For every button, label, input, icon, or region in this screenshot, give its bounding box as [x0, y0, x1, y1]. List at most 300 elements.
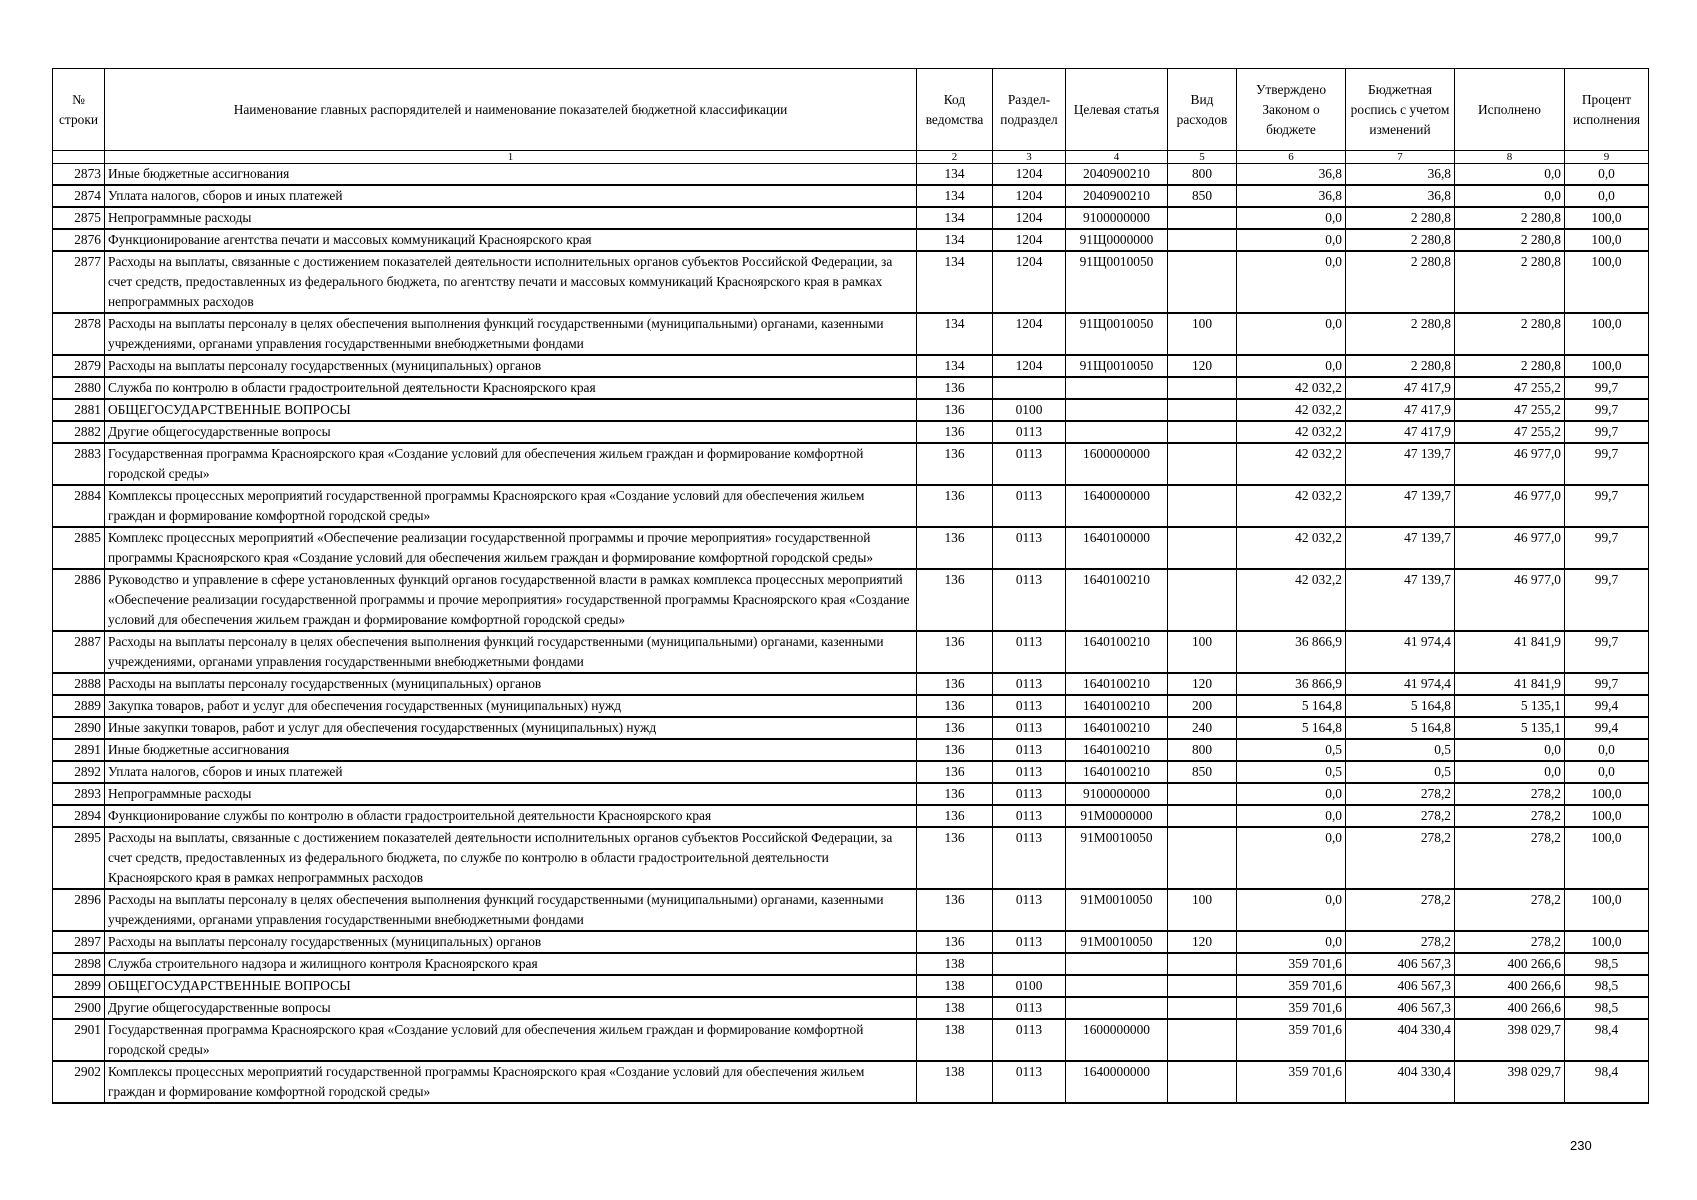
table-header — [53, 69, 1649, 164]
cell-target: 2040900210 — [1066, 164, 1168, 186]
cell-name: Расходы на выплаты персоналу в целях обеспечения выполнения функций государственными (муниципальными) органами, казенными учреждениями, органами управления государственными внебюджетными фондами — [105, 631, 917, 673]
cell-approved: 359 701,6 — [1237, 997, 1346, 1019]
cell-dept-code: 136 — [917, 443, 993, 485]
cell-section: 1204 — [993, 207, 1066, 229]
cell-section — [993, 377, 1066, 399]
cell-name: Другие общегосударственные вопросы — [105, 421, 917, 443]
cell-row-no: 2901 — [53, 1019, 105, 1061]
cell-percent: 99,7 — [1565, 377, 1649, 399]
column-number: 8 — [1455, 151, 1565, 164]
cell-budget: 406 567,3 — [1346, 975, 1455, 997]
cell-section: 1204 — [993, 355, 1066, 377]
cell-section: 0113 — [993, 889, 1066, 931]
cell-executed: 0,0 — [1455, 761, 1565, 783]
cell-budget: 36,8 — [1346, 164, 1455, 186]
cell-approved: 36,8 — [1237, 185, 1346, 207]
cell-dept-code: 136 — [917, 695, 993, 717]
header-percent: Процент исполнения — [1565, 69, 1649, 151]
cell-name: Расходы на выплаты, связанные с достижением показателей деятельности исполнительных органов субъектов Российской Федерации, за счет средств, предоставленных из федерального бюджета, по службе по контролю в области градостроительной деятельности Красноярского края в рамках непрограммных расходов — [105, 827, 917, 889]
cell-approved: 359 701,6 — [1237, 953, 1346, 975]
cell-expense-type — [1168, 1019, 1237, 1061]
cell-expense-type — [1168, 443, 1237, 485]
cell-section: 0113 — [993, 569, 1066, 631]
cell-section: 0113 — [993, 695, 1066, 717]
cell-executed: 0,0 — [1455, 185, 1565, 207]
cell-target: 91М0000000 — [1066, 805, 1168, 827]
cell-expense-type: 120 — [1168, 931, 1237, 953]
cell-percent: 100,0 — [1565, 931, 1649, 953]
cell-approved: 42 032,2 — [1237, 377, 1346, 399]
cell-row-no: 2894 — [53, 805, 105, 827]
cell-row-no: 2889 — [53, 695, 105, 717]
cell-percent: 0,0 — [1565, 761, 1649, 783]
cell-row-no: 2897 — [53, 931, 105, 953]
cell-section: 0113 — [993, 783, 1066, 805]
cell-budget: 47 139,7 — [1346, 443, 1455, 485]
cell-budget: 278,2 — [1346, 889, 1455, 931]
cell-expense-type — [1168, 399, 1237, 421]
cell-budget: 406 567,3 — [1346, 997, 1455, 1019]
cell-dept-code: 136 — [917, 377, 993, 399]
table-body — [53, 164, 1649, 1104]
cell-expense-type: 200 — [1168, 695, 1237, 717]
cell-percent: 100,0 — [1565, 889, 1649, 931]
cell-budget: 47 417,9 — [1346, 377, 1455, 399]
cell-expense-type — [1168, 229, 1237, 251]
cell-row-no: 2875 — [53, 207, 105, 229]
header-dept-code: Код ведомства — [917, 69, 993, 151]
table-row — [53, 783, 1649, 805]
header-section: Раздел-подраздел — [993, 69, 1066, 151]
cell-approved: 0,0 — [1237, 783, 1346, 805]
table-row — [53, 997, 1649, 1019]
cell-budget: 47 417,9 — [1346, 399, 1455, 421]
column-number: 3 — [993, 151, 1066, 164]
cell-executed: 278,2 — [1455, 931, 1565, 953]
cell-name: Комплексы процессных мероприятий государственной программы Красноярского края «Создание условий для обеспечения жильем граждан и формирование комфортной городской среды» — [105, 485, 917, 527]
cell-target — [1066, 953, 1168, 975]
cell-section: 0113 — [993, 527, 1066, 569]
cell-dept-code: 136 — [917, 421, 993, 443]
cell-target: 1640100210 — [1066, 569, 1168, 631]
cell-row-no: 2900 — [53, 997, 105, 1019]
cell-expense-type — [1168, 569, 1237, 631]
cell-row-no: 2886 — [53, 569, 105, 631]
table-row — [53, 631, 1649, 673]
cell-budget: 278,2 — [1346, 783, 1455, 805]
cell-approved: 0,0 — [1237, 229, 1346, 251]
cell-approved: 0,0 — [1237, 805, 1346, 827]
cell-name: Другие общегосударственные вопросы — [105, 997, 917, 1019]
table-row — [53, 889, 1649, 931]
cell-budget: 47 139,7 — [1346, 569, 1455, 631]
cell-percent: 0,0 — [1565, 739, 1649, 761]
cell-name: Служба по контролю в области градостроительной деятельности Красноярского края — [105, 377, 917, 399]
cell-name: Государственная программа Красноярского края «Создание условий для обеспечения жильем граждан и формирование комфортной городской среды» — [105, 1019, 917, 1061]
cell-name: Расходы на выплаты персоналу в целях обеспечения выполнения функций государственными (муниципальными) органами, казенными учреждениями, органами управления государственными внебюджетными фондами — [105, 889, 917, 931]
cell-target: 91Щ0010050 — [1066, 251, 1168, 313]
cell-section: 0113 — [993, 1061, 1066, 1103]
cell-executed: 5 135,1 — [1455, 695, 1565, 717]
cell-dept-code: 136 — [917, 527, 993, 569]
cell-executed: 2 280,8 — [1455, 313, 1565, 355]
cell-percent: 100,0 — [1565, 251, 1649, 313]
cell-name: Иные бюджетные ассигнования — [105, 164, 917, 186]
cell-target: 1640100000 — [1066, 527, 1168, 569]
cell-budget: 0,5 — [1346, 761, 1455, 783]
cell-section: 0113 — [993, 673, 1066, 695]
cell-percent: 100,0 — [1565, 827, 1649, 889]
cell-percent: 99,7 — [1565, 443, 1649, 485]
cell-expense-type — [1168, 953, 1237, 975]
cell-target: 2040900210 — [1066, 185, 1168, 207]
cell-dept-code: 136 — [917, 569, 993, 631]
table-row — [53, 185, 1649, 207]
cell-approved: 5 164,8 — [1237, 717, 1346, 739]
column-number: 9 — [1565, 151, 1649, 164]
cell-row-no: 2891 — [53, 739, 105, 761]
cell-budget: 47 139,7 — [1346, 485, 1455, 527]
cell-dept-code: 136 — [917, 485, 993, 527]
cell-target: 91Щ0010050 — [1066, 313, 1168, 355]
table-row — [53, 931, 1649, 953]
column-number: 6 — [1237, 151, 1346, 164]
cell-dept-code: 136 — [917, 717, 993, 739]
cell-approved: 42 032,2 — [1237, 421, 1346, 443]
cell-approved: 42 032,2 — [1237, 399, 1346, 421]
cell-budget: 41 974,4 — [1346, 631, 1455, 673]
table-row — [53, 1019, 1649, 1061]
cell-target: 1640000000 — [1066, 1061, 1168, 1103]
cell-budget: 278,2 — [1346, 931, 1455, 953]
cell-section: 1204 — [993, 251, 1066, 313]
cell-section: 0113 — [993, 931, 1066, 953]
cell-expense-type — [1168, 805, 1237, 827]
cell-row-no: 2892 — [53, 761, 105, 783]
cell-section: 0100 — [993, 399, 1066, 421]
cell-budget: 0,5 — [1346, 739, 1455, 761]
cell-approved: 359 701,6 — [1237, 1019, 1346, 1061]
cell-row-no: 2878 — [53, 313, 105, 355]
cell-executed: 2 280,8 — [1455, 251, 1565, 313]
column-number: 4 — [1066, 151, 1168, 164]
cell-dept-code: 134 — [917, 251, 993, 313]
cell-approved: 359 701,6 — [1237, 1061, 1346, 1103]
cell-target: 1640100210 — [1066, 761, 1168, 783]
page-number: 230 — [1570, 1138, 1592, 1153]
cell-percent: 0,0 — [1565, 185, 1649, 207]
cell-section: 0113 — [993, 827, 1066, 889]
cell-row-no: 2902 — [53, 1061, 105, 1103]
cell-budget: 278,2 — [1346, 805, 1455, 827]
cell-budget: 5 164,8 — [1346, 695, 1455, 717]
cell-name: Расходы на выплаты персоналу государственных (муниципальных) органов — [105, 931, 917, 953]
cell-approved: 0,0 — [1237, 889, 1346, 931]
cell-approved: 0,0 — [1237, 931, 1346, 953]
cell-target — [1066, 421, 1168, 443]
table-row — [53, 229, 1649, 251]
cell-executed: 46 977,0 — [1455, 485, 1565, 527]
cell-name: Иные закупки товаров, работ и услуг для обеспечения государственных (муниципальных) нужд — [105, 717, 917, 739]
cell-expense-type: 120 — [1168, 673, 1237, 695]
cell-row-no: 2882 — [53, 421, 105, 443]
cell-dept-code: 134 — [917, 185, 993, 207]
cell-row-no: 2893 — [53, 783, 105, 805]
header-approved: Утверждено Законом о бюджете — [1237, 69, 1346, 151]
cell-percent: 99,7 — [1565, 631, 1649, 673]
column-number: 1 — [105, 151, 917, 164]
cell-name: Расходы на выплаты, связанные с достижением показателей деятельности исполнительных органов субъектов Российской Федерации, за счет средств, предоставленных из федерального бюджета, по агентству печати и массовых коммуникаций Красноярского края в рамках непрограммных расходов — [105, 251, 917, 313]
cell-percent: 98,5 — [1565, 975, 1649, 997]
cell-executed: 398 029,7 — [1455, 1019, 1565, 1061]
table-row — [53, 569, 1649, 631]
header-expense-type: Вид расходов — [1168, 69, 1237, 151]
cell-budget: 2 280,8 — [1346, 207, 1455, 229]
cell-dept-code: 136 — [917, 783, 993, 805]
cell-target: 1640100210 — [1066, 717, 1168, 739]
cell-target: 91М0010050 — [1066, 931, 1168, 953]
header-row — [53, 69, 1649, 151]
cell-dept-code: 138 — [917, 975, 993, 997]
cell-target: 91Щ0000000 — [1066, 229, 1168, 251]
cell-percent: 99,4 — [1565, 695, 1649, 717]
cell-percent: 99,7 — [1565, 673, 1649, 695]
table-row — [53, 377, 1649, 399]
cell-dept-code: 134 — [917, 229, 993, 251]
cell-target — [1066, 997, 1168, 1019]
cell-name: ОБЩЕГОСУДАРСТВЕННЫЕ ВОПРОСЫ — [105, 399, 917, 421]
cell-budget: 2 280,8 — [1346, 355, 1455, 377]
cell-dept-code: 138 — [917, 997, 993, 1019]
table-row — [53, 717, 1649, 739]
cell-executed: 278,2 — [1455, 783, 1565, 805]
cell-percent: 99,7 — [1565, 527, 1649, 569]
column-number-row — [53, 151, 1649, 164]
cell-target: 1640100210 — [1066, 739, 1168, 761]
cell-percent: 98,5 — [1565, 953, 1649, 975]
cell-approved: 42 032,2 — [1237, 569, 1346, 631]
cell-expense-type — [1168, 251, 1237, 313]
cell-row-no: 2884 — [53, 485, 105, 527]
cell-expense-type — [1168, 207, 1237, 229]
cell-percent: 98,4 — [1565, 1019, 1649, 1061]
cell-section — [993, 953, 1066, 975]
cell-row-no: 2883 — [53, 443, 105, 485]
cell-approved: 0,0 — [1237, 355, 1346, 377]
table-row — [53, 421, 1649, 443]
cell-expense-type — [1168, 827, 1237, 889]
cell-expense-type — [1168, 377, 1237, 399]
cell-name: Государственная программа Красноярского края «Создание условий для обеспечения жильем граждан и формирование комфортной городской среды» — [105, 443, 917, 485]
cell-percent: 100,0 — [1565, 207, 1649, 229]
table-row — [53, 761, 1649, 783]
cell-row-no: 2880 — [53, 377, 105, 399]
cell-dept-code: 136 — [917, 805, 993, 827]
cell-dept-code: 138 — [917, 1019, 993, 1061]
cell-name: Служба строительного надзора и жилищного контроля Красноярского края — [105, 953, 917, 975]
cell-row-no: 2896 — [53, 889, 105, 931]
cell-percent: 100,0 — [1565, 805, 1649, 827]
cell-budget: 2 280,8 — [1346, 313, 1455, 355]
cell-executed: 400 266,6 — [1455, 997, 1565, 1019]
cell-expense-type: 100 — [1168, 631, 1237, 673]
table-row — [53, 827, 1649, 889]
cell-approved: 0,5 — [1237, 739, 1346, 761]
cell-approved: 0,0 — [1237, 251, 1346, 313]
cell-section: 1204 — [993, 185, 1066, 207]
cell-name: Комплекс процессных мероприятий «Обеспечение реализации государственной программы и прочие мероприятия» государственной программы Красноярского края «Создание условий для обеспечения жильем граждан и формирование комфортной городской среды» — [105, 527, 917, 569]
cell-dept-code: 136 — [917, 889, 993, 931]
cell-row-no: 2898 — [53, 953, 105, 975]
cell-budget: 404 330,4 — [1346, 1061, 1455, 1103]
cell-target: 1640000000 — [1066, 485, 1168, 527]
cell-section: 0113 — [993, 485, 1066, 527]
cell-section: 0113 — [993, 421, 1066, 443]
cell-percent: 98,5 — [1565, 997, 1649, 1019]
cell-section: 0113 — [993, 997, 1066, 1019]
cell-approved: 0,0 — [1237, 313, 1346, 355]
table-row — [53, 695, 1649, 717]
cell-budget: 404 330,4 — [1346, 1019, 1455, 1061]
cell-section: 1204 — [993, 229, 1066, 251]
cell-percent: 100,0 — [1565, 229, 1649, 251]
header-target: Целевая статья — [1066, 69, 1168, 151]
cell-executed: 278,2 — [1455, 805, 1565, 827]
cell-target: 9100000000 — [1066, 783, 1168, 805]
cell-percent: 99,7 — [1565, 399, 1649, 421]
cell-dept-code: 134 — [917, 355, 993, 377]
cell-name: Функционирование службы по контролю в области градостроительной деятельности Красноярского края — [105, 805, 917, 827]
cell-row-no: 2877 — [53, 251, 105, 313]
cell-dept-code: 138 — [917, 953, 993, 975]
cell-executed: 41 841,9 — [1455, 631, 1565, 673]
cell-budget: 47 139,7 — [1346, 527, 1455, 569]
cell-name: Закупка товаров, работ и услуг для обеспечения государственных (муниципальных) нужд — [105, 695, 917, 717]
cell-target: 1640100210 — [1066, 631, 1168, 673]
table-row — [53, 805, 1649, 827]
cell-expense-type — [1168, 1061, 1237, 1103]
cell-percent: 100,0 — [1565, 783, 1649, 805]
cell-approved: 36,8 — [1237, 164, 1346, 186]
cell-executed: 278,2 — [1455, 889, 1565, 931]
cell-row-no: 2887 — [53, 631, 105, 673]
table-row — [53, 251, 1649, 313]
cell-name: Уплата налогов, сборов и иных платежей — [105, 185, 917, 207]
cell-dept-code: 134 — [917, 164, 993, 186]
cell-section: 0113 — [993, 739, 1066, 761]
cell-name: Расходы на выплаты персоналу государственных (муниципальных) органов — [105, 355, 917, 377]
cell-name: Уплата налогов, сборов и иных платежей — [105, 761, 917, 783]
cell-target: 1600000000 — [1066, 1019, 1168, 1061]
cell-dept-code: 136 — [917, 673, 993, 695]
cell-dept-code: 136 — [917, 931, 993, 953]
cell-budget: 278,2 — [1346, 827, 1455, 889]
header-budget: Бюджетная роспись с учетом изменений — [1346, 69, 1455, 151]
cell-name: Расходы на выплаты персоналу государственных (муниципальных) органов — [105, 673, 917, 695]
cell-row-no: 2890 — [53, 717, 105, 739]
cell-executed: 46 977,0 — [1455, 527, 1565, 569]
cell-expense-type: 120 — [1168, 355, 1237, 377]
cell-percent: 100,0 — [1565, 355, 1649, 377]
cell-budget: 2 280,8 — [1346, 251, 1455, 313]
table-row — [53, 313, 1649, 355]
cell-approved: 0,0 — [1237, 207, 1346, 229]
cell-expense-type — [1168, 975, 1237, 997]
table-row — [53, 673, 1649, 695]
cell-approved: 42 032,2 — [1237, 485, 1346, 527]
cell-percent: 99,7 — [1565, 421, 1649, 443]
cell-budget: 5 164,8 — [1346, 717, 1455, 739]
table-row — [53, 207, 1649, 229]
column-number: 7 — [1346, 151, 1455, 164]
cell-section: 0113 — [993, 443, 1066, 485]
cell-dept-code: 136 — [917, 827, 993, 889]
cell-target: 1600000000 — [1066, 443, 1168, 485]
cell-executed: 2 280,8 — [1455, 207, 1565, 229]
cell-executed: 2 280,8 — [1455, 355, 1565, 377]
cell-expense-type — [1168, 997, 1237, 1019]
cell-budget: 47 417,9 — [1346, 421, 1455, 443]
cell-row-no: 2874 — [53, 185, 105, 207]
cell-executed: 0,0 — [1455, 164, 1565, 186]
cell-dept-code: 138 — [917, 1061, 993, 1103]
cell-target — [1066, 399, 1168, 421]
table-row — [53, 485, 1649, 527]
cell-target — [1066, 975, 1168, 997]
cell-name: Комплексы процессных мероприятий государственной программы Красноярского края «Создание условий для обеспечения жильем граждан и формирование комфортной городской среды» — [105, 1061, 917, 1103]
cell-percent: 99,7 — [1565, 485, 1649, 527]
cell-section: 0113 — [993, 1019, 1066, 1061]
cell-expense-type: 800 — [1168, 739, 1237, 761]
cell-executed: 41 841,9 — [1455, 673, 1565, 695]
cell-executed: 400 266,6 — [1455, 953, 1565, 975]
cell-dept-code: 134 — [917, 207, 993, 229]
cell-target — [1066, 377, 1168, 399]
cell-executed: 5 135,1 — [1455, 717, 1565, 739]
header-name: Наименование главных распорядителей и наименование показателей бюджетной классификации — [105, 69, 917, 151]
cell-expense-type — [1168, 783, 1237, 805]
cell-name: Функционирование агентства печати и массовых коммуникаций Красноярского края — [105, 229, 917, 251]
cell-dept-code: 136 — [917, 399, 993, 421]
cell-row-no: 2885 — [53, 527, 105, 569]
cell-executed: 46 977,0 — [1455, 569, 1565, 631]
column-number-blank — [53, 151, 105, 164]
cell-row-no: 2873 — [53, 164, 105, 186]
cell-target: 1640100210 — [1066, 695, 1168, 717]
cell-expense-type: 100 — [1168, 313, 1237, 355]
cell-budget: 406 567,3 — [1346, 953, 1455, 975]
cell-expense-type — [1168, 421, 1237, 443]
table-row — [53, 953, 1649, 975]
cell-expense-type: 800 — [1168, 164, 1237, 186]
cell-name: Расходы на выплаты персоналу в целях обеспечения выполнения функций государственными (муниципальными) органами, казенными учреждениями, органами управления государственными внебюджетными фондами — [105, 313, 917, 355]
cell-name: Непрограммные расходы — [105, 783, 917, 805]
table-row — [53, 1061, 1649, 1103]
table-row — [53, 739, 1649, 761]
header-executed: Исполнено — [1455, 69, 1565, 151]
cell-executed: 0,0 — [1455, 739, 1565, 761]
budget-execution-table — [52, 68, 1649, 1104]
cell-expense-type: 850 — [1168, 761, 1237, 783]
cell-section: 0113 — [993, 761, 1066, 783]
cell-approved: 5 164,8 — [1237, 695, 1346, 717]
cell-approved: 42 032,2 — [1237, 527, 1346, 569]
table-row — [53, 164, 1649, 186]
cell-expense-type: 850 — [1168, 185, 1237, 207]
cell-row-no: 2899 — [53, 975, 105, 997]
cell-section: 1204 — [993, 313, 1066, 355]
cell-percent: 100,0 — [1565, 313, 1649, 355]
